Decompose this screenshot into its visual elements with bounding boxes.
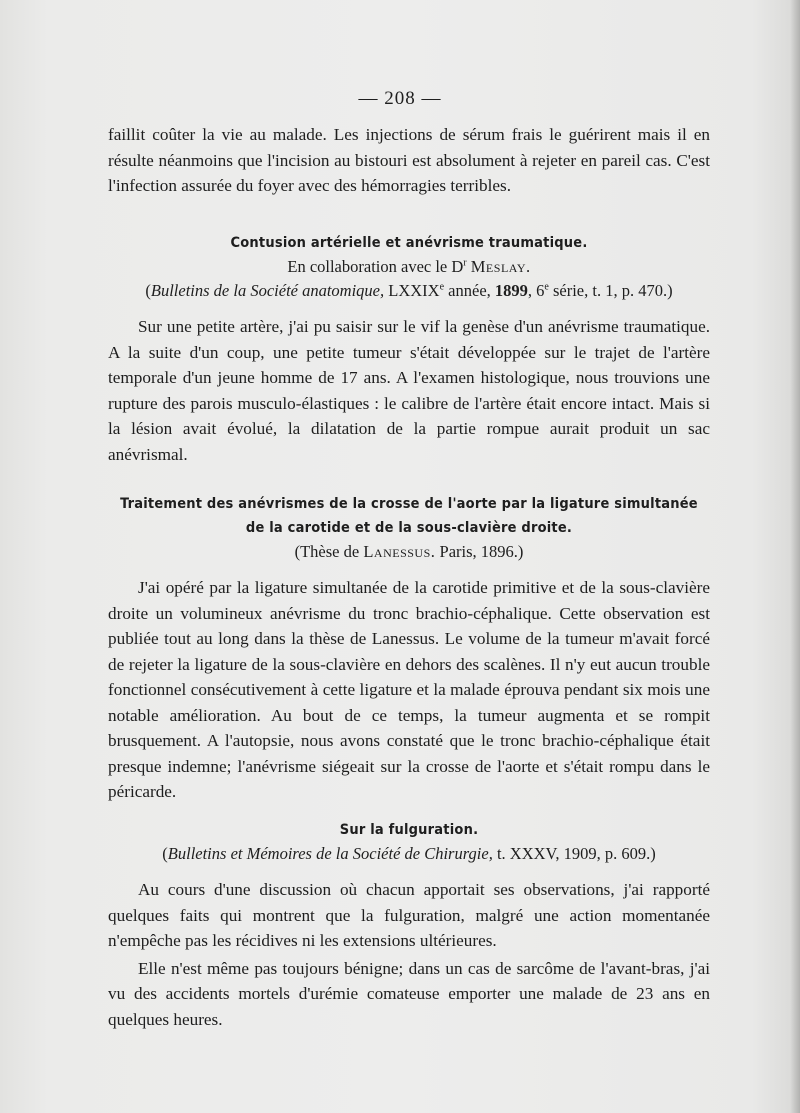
section-title-line-2: de la carotide et de la sous-clavière droite. (245, 520, 573, 536)
section-body-paragraph-1: Au cours d'une discussion où chacun apportait ses observations, j'ai rapporté quelques faits qui montrent que la fulguration, malgré une action momentanée n'empêche pas les récidives ni les extensions ultérieures. (108, 880, 710, 950)
author-name: Lanessus. (363, 542, 436, 561)
section-aneurysm-treatment (108, 492, 710, 805)
reference-line: (Thèse de Lanessus. Paris, 1896.) (294, 542, 524, 561)
section-body: Sur une petite artère, j'ai pu saisir sur le vif la genèse d'un anévrisme traumatique. A la suite d'un coup, une petite tumeur s'était développée sur le trajet de l'artère temporale d'un jeune homme de 17 ans. A l'examen histologique, nous trouvions une rupture des parois musculo-élastiques : le calibre de l'artère était encore intact. Mais si la lésion avait évolué, la dilatation de la partie rompue aurait produit un sac anévrismal. (108, 317, 710, 464)
section-title-line-1: Traitement des anévrismes de la crosse de l'aorte par la ligature simultanée (120, 496, 698, 512)
section-fulguration (108, 818, 710, 1032)
collaboration-line: En collaboration avec le $D^r$ Meslay. (287, 257, 531, 276)
section-contusion (108, 231, 710, 467)
journal-title: Bulletins de la Société anatomique, (150, 281, 385, 300)
reference-line: (Bulletins et Mémoires de la Société de Chirurgie, t. XXXV, 1909, p. 609.) (162, 844, 656, 863)
intro-paragraph: faillit coûter la vie au malade. Les injections de sérum frais le guérirent mais il en résulte néanmoins que l'incision au bistouri est absolument à rejeter en pareil cas. C'est l'infection assurée du foyer avec des hémorragies terribles. (108, 125, 710, 195)
author-name: Meslay. (470, 257, 531, 276)
journal-title: Bulletins et Mémoires de la Société de Chirurgie, (167, 844, 493, 863)
reference-line: (Bulletins de la Société anatomique, LXXIXe année, 1899, 6e série, t. 1, p. 470.) (145, 281, 673, 300)
section-title: Sur la fulguration. (339, 822, 479, 838)
page-number: — 208 — (358, 88, 442, 109)
page-edge-shadow (790, 0, 800, 1113)
section-title: Contusion artérielle et anévrisme traumatique. (230, 235, 588, 251)
section-body: J'ai opéré par la ligature simultanée de la carotide primitive et de la sous-clavière droite un volumineux anévrisme du tronc brachio-céphalique. Cette observation est publiée tout au long dans la thèse de Lanessus. Le volume de la tumeur m'avait forcé de rejeter la ligature de la sous-clavière en dehors des scalènes. Il n'y eut aucun trouble fonctionnel consécutivement à cette ligature et la malade éprouva pendant six mois une notable amélioration. Au bout de ce temps, la tumeur augmenta et se rompit brusquement. A l'autopsie, nous avons constaté que le tronc brachio-céphalique était presque indemne; l'anévrisme siégeait sur la crosse de l'aorte et s'était rompu dans le péricarde. (108, 578, 710, 801)
intro-paragraph-block (108, 122, 710, 199)
section-body-paragraph-2: Elle n'est même pas toujours bénigne; dans un cas de sarcôme de l'avant-bras, j'ai vu des accidents mortels d'urémie comateuse emporter une malade de 23 ans en quelques heures. (108, 958, 710, 1029)
